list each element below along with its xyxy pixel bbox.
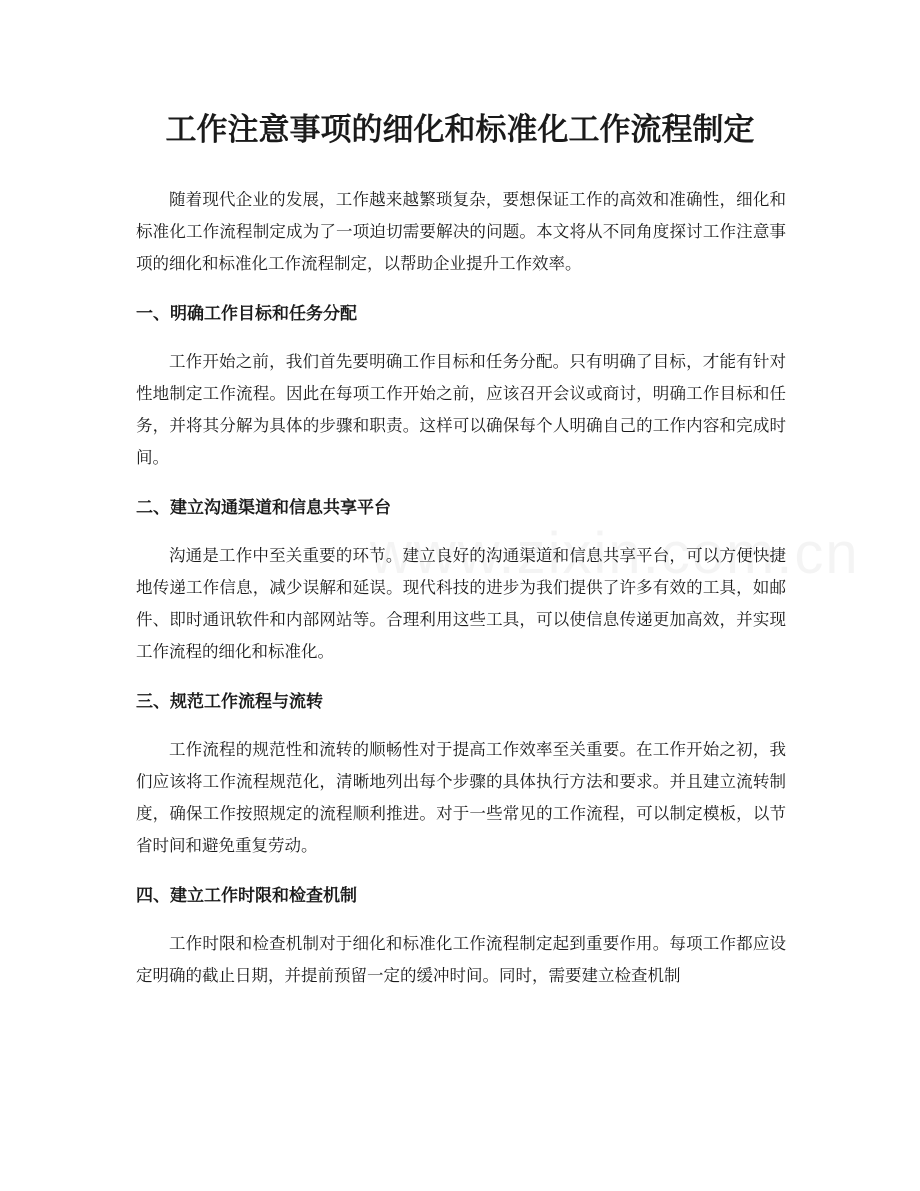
section-paragraph-3: 工作流程的规范性和流转的顺畅性对于提高工作效率至关重要。在工作开始之初，我们应该将工作流程规范化，清晰地列出每个步骤的具体执行方法和要求。并且建立流转制度，确保工作按照规定的流程顺利推进。对于一些常见的工作流程，可以制定模板，以节省时间和避免重复劳动。 xyxy=(136,740,786,855)
section-heading-3: 三、规范工作流程与流转 xyxy=(136,692,323,712)
section-paragraph-2: 沟通是工作中至关重要的环节。建立良好的沟通渠道和信息共享平台，可以方便快捷地传递工作信息，减少误解和延误。现代科技的进步为我们提供了许多有效的工具，如邮件、即时通讯软件和内部网站等。合理利用这些工具，可以使信息传递更加高效，并实现工作流程的细化和标准化。 xyxy=(136,546,786,661)
intro-paragraph: 随着现代企业的发展，工作越来越繁琐复杂，要想保证工作的高效和准确性，细化和标准化工作流程制定成为了一项迫切需要解决的问题。本文将从不同角度探讨工作注意事项的细化和标准化工作流程制定，以帮助企业提升工作效率。 xyxy=(136,190,786,273)
section-paragraph-4: 工作时限和检查机制对于细化和标准化工作流程制定起到重要作用。每项工作都应设定明确的截止日期，并提前预留一定的缓冲时间。同时，需要建立检查机制 xyxy=(136,934,786,985)
section-heading-4: 四、建立工作时限和检查机制 xyxy=(136,886,357,906)
section-heading-2: 二、建立沟通渠道和信息共享平台 xyxy=(136,498,391,518)
document-body xyxy=(136,184,786,992)
section-heading-1: 一、明确工作目标和任务分配 xyxy=(136,304,357,324)
document-title: 工作注意事项的细化和标准化工作流程制定 xyxy=(165,112,755,148)
section-paragraph-1: 工作开始之前，我们首先要明确工作目标和任务分配。只有明确了目标，才能有针对性地制定工作流程。因此在每项工作开始之前，应该召开会议或商讨，明确工作目标和任务，并将其分解为具体的步骤和职责。这样可以确保每个人明确自己的工作内容和完成时间。 xyxy=(136,352,786,467)
